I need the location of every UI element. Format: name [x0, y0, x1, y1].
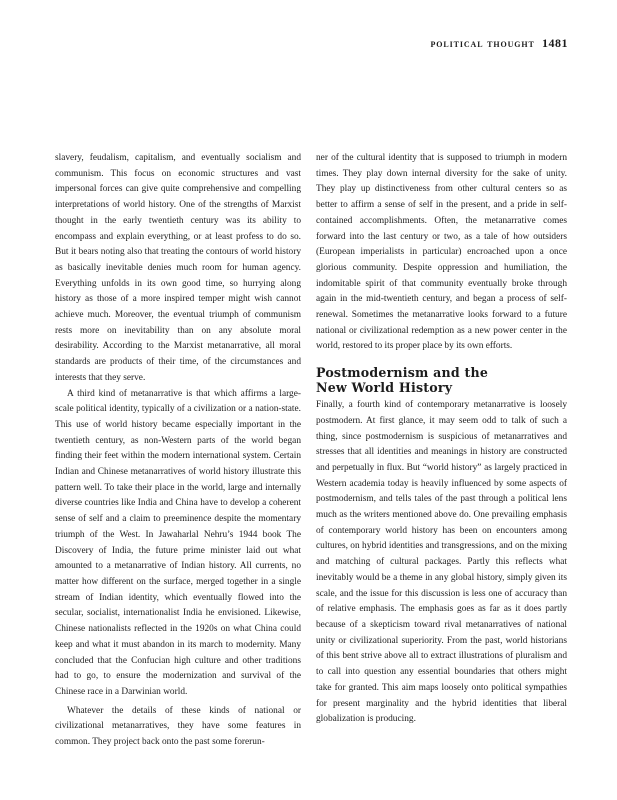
page-number: 1481: [542, 36, 568, 50]
running-header: [430, 36, 568, 51]
heading-line: New World History: [316, 379, 453, 395]
paragraph: A third kind of metanarrative is that which affirms a large-scale political identity, typically of a civilization or a nation-state. This use of world history became especially important in the twentieth century, as non-Western parts of the world began finding their feet within the modern international system. Certain Indian and Chinese metanarratives of world history illustrate this pattern well. To take their place in the world, large and internally diverse countries like India and China have to develop a coherent sense of self and a claim to preeminence despite the momentary triumph of the West. In Jawaharlal Nehru’s 1944 book The Discovery of India, the future prime minister laid out what amounted to a metanarrative of Indian history. All currents, no matter how different on the surface, merged together in a single stream of Indian identity, which eventually flowed into the secular, socialist, internationalist India he envisioned. Likewise, Chinese nationalists reflected in the 1920s on what China could keep and what it must abandon in its march to modernity. Many concluded that the Confucian high culture and other traditions had to go, to ensure the modernization and survival of the Chinese race in a Darwinian world.: [55, 388, 301, 697]
paragraph: Finally, a fourth kind of contemporary metanarrative is loosely postmodern. At first glance, it may seem odd to talk of such a thing, since postmodernism is suspicious of metanarratives and stresses that all identities and meanings in history are constructed and perpetually in flux. But “world history” as largely practiced in Western academia today is heavily influenced by some aspects of postmodernism, and tells tales of the past through a political lens much as the writers mentioned above do. One prevailing emphasis of contemporary world history has been on encounters among cultures, on hybrid identities and transgressions, and on the mixing and matching of cultural packages. Partly this reflects what inevitably would be a theme in any global history, simply given its scale, and the issue for this discussion is less one of accuracy than of relative emphasis. The emphasis goes as far as it does partly because of a skepticism toward rival metanarratives of national unity or civilizational superiority. From the past, world historians of this bent strive above all to extract illustrations of pluralism and to call into question any essential boundaries that others might take for granted. This aim maps loosely onto political sympathies for present marginality and the hybrid identities that liberal globalization is producing.: [316, 400, 567, 725]
section-heading: [316, 366, 567, 395]
paragraph: slavery, feudalism, capitalism, and eventually socialism and communism. This focus on economic structures and vast impersonal forces can give quite comprehensive and compelling interpretations of world history. One of the strengths of Marxist thought in the early twentieth century was its ability to encompass and explain everything, or at least profess to do so. But it bears noting also that treating the contours of world history as basically inevitable denies much room for human agency. Everything unfolds in its own good time, so hurrying along history as those of a more inspired temper might wish cannot achieve much. Moreover, the eventual triumph of communism rests more on inevitability than on any absolute moral desirability. According to the Marxist metanarrative, all moral standards are products of their time, of the circumstances and interests that they serve.: [55, 153, 301, 383]
paragraph: ner of the cultural identity that is supposed to triumph in modern times. They play down internal diversity for the sake of unity. They play up distinctiveness from other cultural centers so as better to affirm a sense of self in the present, and a pride in self-contained accomplishments. Often, the metanarrative comes forward into the last century or two, as a tale of how outsiders (European imperialists in particular) encroached upon a once glorious community. Despite oppression and humiliation, the indomitable spirit of that community eventually broke through again in the mid-twentieth century, and began a process of self-renewal. Sometimes the metanarrative looks forward to a future national or civilizational redemption as a new power center in the world, restored to its proper place by its own efforts.: [316, 153, 567, 352]
left-column: [55, 151, 301, 751]
right-column: [316, 151, 567, 728]
heading-line: Postmodernism and the: [316, 365, 489, 381]
section-title: political thought: [430, 38, 535, 50]
paragraph: Whatever the details of these kinds of national or civilizational metanarratives, they have some features in common. They project back onto the past some forerun-: [55, 705, 301, 748]
